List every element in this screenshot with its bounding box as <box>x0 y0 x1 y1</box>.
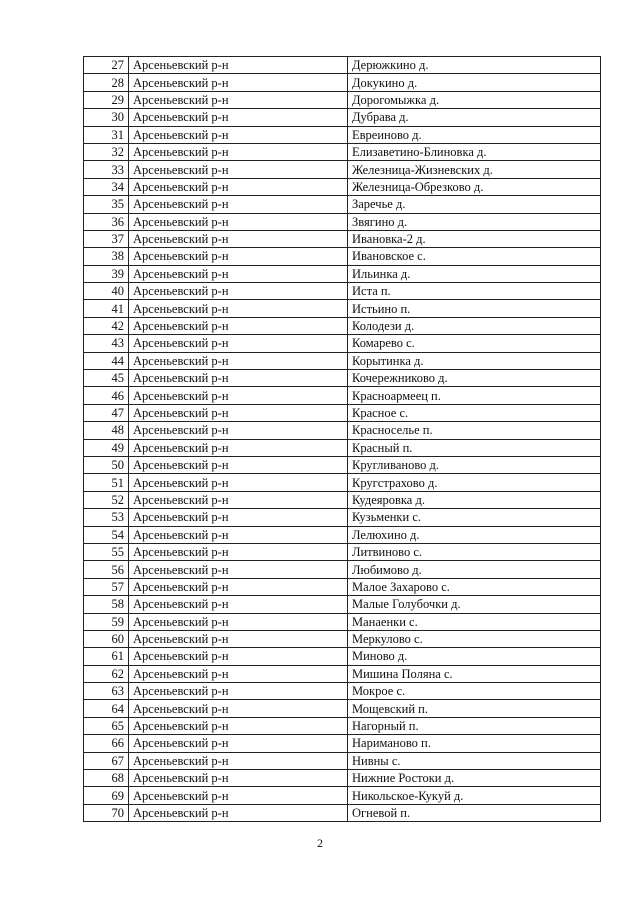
row-number-cell: 42 <box>84 317 129 334</box>
table-row <box>84 456 601 473</box>
district-cell: Арсеньевский р-н <box>129 735 348 752</box>
settlement-cell: Железница-Жизневских д. <box>348 161 601 178</box>
table-row <box>84 596 601 613</box>
row-number-cell: 69 <box>84 787 129 804</box>
settlement-cell: Ивановское с. <box>348 248 601 265</box>
district-cell: Арсеньевский р-н <box>129 561 348 578</box>
row-number-cell: 46 <box>84 387 129 404</box>
settlement-cell: Огневой п. <box>348 804 601 821</box>
row-number-cell: 49 <box>84 439 129 456</box>
settlement-cell: Звягино д. <box>348 213 601 230</box>
table-row <box>84 74 601 91</box>
row-number-cell: 44 <box>84 352 129 369</box>
table-row <box>84 700 601 717</box>
table-row <box>84 491 601 508</box>
settlement-cell: Комарево с. <box>348 335 601 352</box>
row-number-cell: 50 <box>84 456 129 473</box>
settlement-cell: Миново д. <box>348 648 601 665</box>
settlement-cell: Заречье д. <box>348 196 601 213</box>
row-number-cell: 30 <box>84 109 129 126</box>
table-row <box>84 317 601 334</box>
settlement-cell: Любимово д. <box>348 561 601 578</box>
settlement-cell: Нижние Ростоки д. <box>348 770 601 787</box>
row-number-cell: 32 <box>84 143 129 160</box>
settlement-cell: Дубрава д. <box>348 109 601 126</box>
district-cell: Арсеньевский р-н <box>129 456 348 473</box>
row-number-cell: 34 <box>84 178 129 195</box>
table-row <box>84 648 601 665</box>
table-row <box>84 665 601 682</box>
settlement-cell: Красный п. <box>348 439 601 456</box>
table-row <box>84 196 601 213</box>
table-row <box>84 752 601 769</box>
district-cell: Арсеньевский р-н <box>129 543 348 560</box>
settlement-cell: Меркулово с. <box>348 630 601 647</box>
table-row <box>84 578 601 595</box>
district-cell: Арсеньевский р-н <box>129 648 348 665</box>
settlement-cell: Иста п. <box>348 283 601 300</box>
district-cell: Арсеньевский р-н <box>129 283 348 300</box>
district-cell: Арсеньевский р-н <box>129 74 348 91</box>
table-row <box>84 613 601 630</box>
row-number-cell: 35 <box>84 196 129 213</box>
district-cell: Арсеньевский р-н <box>129 196 348 213</box>
settlement-cell: Красное с. <box>348 404 601 421</box>
settlement-cell: Кочережниково д. <box>348 370 601 387</box>
table-row <box>84 109 601 126</box>
district-cell: Арсеньевский р-н <box>129 804 348 821</box>
row-number-cell: 56 <box>84 561 129 578</box>
district-cell: Арсеньевский р-н <box>129 474 348 491</box>
settlement-cell: Кузьменки с. <box>348 509 601 526</box>
district-cell: Арсеньевский р-н <box>129 700 348 717</box>
district-cell: Арсеньевский р-н <box>129 370 348 387</box>
table-row <box>84 717 601 734</box>
district-cell: Арсеньевский р-н <box>129 526 348 543</box>
district-cell: Арсеньевский р-н <box>129 143 348 160</box>
row-number-cell: 53 <box>84 509 129 526</box>
row-number-cell: 47 <box>84 404 129 421</box>
row-number-cell: 38 <box>84 248 129 265</box>
row-number-cell: 68 <box>84 770 129 787</box>
row-number-cell: 48 <box>84 422 129 439</box>
district-cell: Арсеньевский р-н <box>129 300 348 317</box>
settlement-cell: Истьино п. <box>348 300 601 317</box>
settlement-cell: Корытинка д. <box>348 352 601 369</box>
table-row <box>84 370 601 387</box>
settlement-cell: Никольское-Кукуй д. <box>348 787 601 804</box>
table-row <box>84 526 601 543</box>
district-cell: Арсеньевский р-н <box>129 509 348 526</box>
table-row <box>84 404 601 421</box>
row-number-cell: 39 <box>84 265 129 282</box>
settlement-cell: Кругливаново д. <box>348 456 601 473</box>
district-cell: Арсеньевский р-н <box>129 109 348 126</box>
row-number-cell: 70 <box>84 804 129 821</box>
settlement-cell: Железница-Обрезково д. <box>348 178 601 195</box>
settlement-cell: Кудеяровка д. <box>348 491 601 508</box>
district-cell: Арсеньевский р-н <box>129 717 348 734</box>
district-cell: Арсеньевский р-н <box>129 770 348 787</box>
settlement-cell: Нагорный п. <box>348 717 601 734</box>
district-cell: Арсеньевский р-н <box>129 161 348 178</box>
table-row <box>84 352 601 369</box>
row-number-cell: 59 <box>84 613 129 630</box>
row-number-cell: 36 <box>84 213 129 230</box>
row-number-cell: 57 <box>84 578 129 595</box>
table-row <box>84 509 601 526</box>
district-cell: Арсеньевский р-н <box>129 439 348 456</box>
district-cell: Арсеньевский р-н <box>129 387 348 404</box>
table-row <box>84 143 601 160</box>
settlements-table <box>83 56 601 822</box>
table-row <box>84 735 601 752</box>
settlement-cell: Докукино д. <box>348 74 601 91</box>
row-number-cell: 45 <box>84 370 129 387</box>
district-cell: Арсеньевский р-н <box>129 248 348 265</box>
row-number-cell: 33 <box>84 161 129 178</box>
district-cell: Арсеньевский р-н <box>129 91 348 108</box>
district-cell: Арсеньевский р-н <box>129 57 348 74</box>
row-number-cell: 54 <box>84 526 129 543</box>
row-number-cell: 60 <box>84 630 129 647</box>
row-number-cell: 28 <box>84 74 129 91</box>
row-number-cell: 62 <box>84 665 129 682</box>
district-cell: Арсеньевский р-н <box>129 665 348 682</box>
page-number: 2 <box>317 836 323 850</box>
row-number-cell: 41 <box>84 300 129 317</box>
row-number-cell: 67 <box>84 752 129 769</box>
settlement-cell: Красноселье п. <box>348 422 601 439</box>
settlement-cell: Мишина Поляна с. <box>348 665 601 682</box>
settlement-cell: Малое Захарово с. <box>348 578 601 595</box>
table-row <box>84 283 601 300</box>
settlement-cell: Елизаветино-Блиновка д. <box>348 143 601 160</box>
table-row <box>84 474 601 491</box>
row-number-cell: 65 <box>84 717 129 734</box>
district-cell: Арсеньевский р-н <box>129 578 348 595</box>
settlement-cell: Мокрое с. <box>348 683 601 700</box>
row-number-cell: 61 <box>84 648 129 665</box>
settlement-cell: Нивны с. <box>348 752 601 769</box>
table-row <box>84 683 601 700</box>
row-number-cell: 31 <box>84 126 129 143</box>
district-cell: Арсеньевский р-н <box>129 230 348 247</box>
district-cell: Арсеньевский р-н <box>129 335 348 352</box>
table-row <box>84 213 601 230</box>
table-row <box>84 422 601 439</box>
table-row <box>84 787 601 804</box>
settlement-cell: Ивановка-2 д. <box>348 230 601 247</box>
district-cell: Арсеньевский р-н <box>129 404 348 421</box>
table-row <box>84 770 601 787</box>
table-row <box>84 57 601 74</box>
row-number-cell: 52 <box>84 491 129 508</box>
district-cell: Арсеньевский р-н <box>129 752 348 769</box>
table-row <box>84 300 601 317</box>
settlements-table-body <box>84 57 601 822</box>
table-row <box>84 439 601 456</box>
row-number-cell: 66 <box>84 735 129 752</box>
row-number-cell: 40 <box>84 283 129 300</box>
row-number-cell: 43 <box>84 335 129 352</box>
table-row <box>84 230 601 247</box>
row-number-cell: 27 <box>84 57 129 74</box>
row-number-cell: 63 <box>84 683 129 700</box>
table-row <box>84 265 601 282</box>
table-row <box>84 804 601 821</box>
district-cell: Арсеньевский р-н <box>129 317 348 334</box>
district-cell: Арсеньевский р-н <box>129 126 348 143</box>
table-row <box>84 126 601 143</box>
district-cell: Арсеньевский р-н <box>129 596 348 613</box>
district-cell: Арсеньевский р-н <box>129 352 348 369</box>
table-row <box>84 387 601 404</box>
district-cell: Арсеньевский р-н <box>129 787 348 804</box>
district-cell: Арсеньевский р-н <box>129 630 348 647</box>
row-number-cell: 37 <box>84 230 129 247</box>
district-cell: Арсеньевский р-н <box>129 683 348 700</box>
table-row <box>84 91 601 108</box>
settlement-cell: Колодези д. <box>348 317 601 334</box>
settlement-cell: Лелюхино д. <box>348 526 601 543</box>
settlement-cell: Дерюжкино д. <box>348 57 601 74</box>
table-row <box>84 543 601 560</box>
district-cell: Арсеньевский р-н <box>129 178 348 195</box>
row-number-cell: 51 <box>84 474 129 491</box>
table-row <box>84 248 601 265</box>
settlement-cell: Литвиново с. <box>348 543 601 560</box>
settlement-cell: Мощевский п. <box>348 700 601 717</box>
table-row <box>84 630 601 647</box>
district-cell: Арсеньевский р-н <box>129 265 348 282</box>
settlement-cell: Дорогомыжка д. <box>348 91 601 108</box>
district-cell: Арсеньевский р-н <box>129 213 348 230</box>
row-number-cell: 55 <box>84 543 129 560</box>
settlement-cell: Манаенки с. <box>348 613 601 630</box>
district-cell: Арсеньевский р-н <box>129 613 348 630</box>
table-row <box>84 561 601 578</box>
settlement-cell: Кругстрахово д. <box>348 474 601 491</box>
row-number-cell: 58 <box>84 596 129 613</box>
row-number-cell: 29 <box>84 91 129 108</box>
settlement-cell: Ильинка д. <box>348 265 601 282</box>
settlement-cell: Красноармеец п. <box>348 387 601 404</box>
district-cell: Арсеньевский р-н <box>129 422 348 439</box>
settlement-cell: Нариманово п. <box>348 735 601 752</box>
district-cell: Арсеньевский р-н <box>129 491 348 508</box>
settlement-cell: Малые Голубочки д. <box>348 596 601 613</box>
row-number-cell: 64 <box>84 700 129 717</box>
settlement-cell: Евреиново д. <box>348 126 601 143</box>
table-row <box>84 178 601 195</box>
table-row <box>84 161 601 178</box>
table-row <box>84 335 601 352</box>
